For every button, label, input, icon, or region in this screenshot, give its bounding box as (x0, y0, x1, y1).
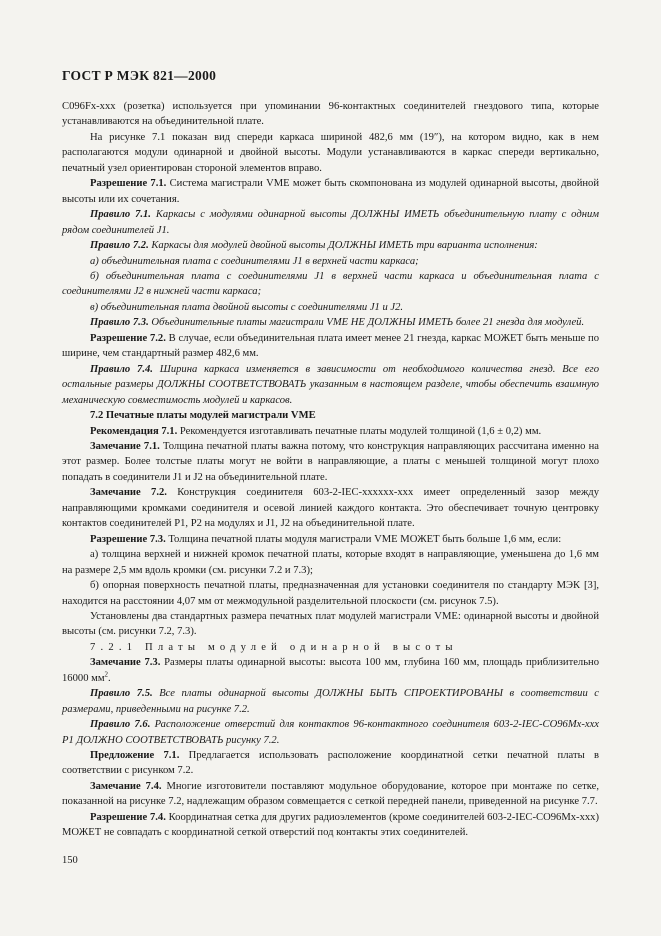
subsection-heading: 7.2.1 Платы модулей одинарной высоты (90, 641, 458, 653)
note-7-2: Замечание 7.2. Конструкция соединителя 603-2-IEC-xxxxxx-xxx имеет определенный зазор между направляющими кромками соединителя и осевой линией каждого контакта. Это обеспечивает точную центровку контактов соединителей P1, P2 на модулях и J1, J2 на объединительной плате. (62, 487, 599, 530)
permission-7-4: Разрешение 7.4. Координатная сетка для других радиоэлементов (кроме соединителей 603-2-IEC-CO96Mx-xxx) МОЖЕТ не совпадать с координатной сеткой отверстий под контакты этих соединителей. (62, 811, 599, 839)
page-number: 150 (62, 855, 78, 866)
document-body (62, 99, 599, 841)
section-heading: 7.2 Печатные платы модулей магистрали VME (90, 410, 316, 422)
paragraph: На рисунке 7.1 показан вид спереди каркаса шириной 482,6 мм (19″), на котором видно, как в нем располагаются модули одинарной и двойной высоты. Модули устанавливаются в каркас спереди вертикально, печатный узел ориентирован стороной элементов вправо. (62, 131, 599, 174)
paragraph: C096Fx-xxx (розетка) используется при упоминании 96-контактных соединителей гнездового типа, которые устанавливаются на объединительной плате. (62, 101, 599, 128)
paragraph: Установлены два стандартных размера печатных плат модулей магистрали VME: одинарной высоты и двойной высоты (см. рисунки 7.2, 7.3). (62, 610, 599, 638)
rule-7-1: Правило 7.1. Каркасы с модулями одинарной высоты ДОЛЖНЫ ИМЕТЬ объединительную плату с одним рядом соединителей J1. (62, 209, 600, 236)
note-7-3: Замечание 7.3. Размеры платы одинарной высоты: высота 100 мм, глубина 160 мм, площадь приблизительно 16000 $мм^2$. (62, 657, 599, 684)
rule-7-5: Правило 7.5. Все платы одинарной высоты ДОЛЖНЫ БЫТЬ СПРОЕКТИРОВАНЫ в соответствии с размерами, приведенными на рисунке 7.2. (62, 688, 600, 715)
rule-7-3: Правило 7.3. Объединительные платы магистрали VME НЕ ДОЛЖНЫ ИМЕТЬ более 21 гнезда для модулей. (90, 317, 585, 329)
suggestion-7-1: Предложение 7.1. Предлагается использовать расположение координатной сетки печатной платы в соответствии с рисунком 7.2. (62, 750, 599, 777)
list-item: б) опорная поверхность печатной платы, предназначенная для установки соединителя по стандарту МЭК [3], находится на расстоянии 4,07 мм от межмодульной разделительной плоскости (см. рисунок 7.5). (62, 580, 599, 607)
rule-7-4: Правило 7.4. Ширина каркаса изменяется в зависимости от необходимого количества гнезд. Все его остальные размеры ДОЛЖНЫ СООТВЕТСТВОВАТЬ указанным в настоящем разделе, чтобы обеспечить взаимную механическую совместимость модулей и каркасов. (62, 363, 599, 406)
list-item: в) объединительная плата двойной высоты с соединителями J1 и J2. (90, 301, 404, 313)
list-item: а) толщина верхней и нижней кромок печатной платы, которые входят в направляющие, уменьшена до 1,6 мм на размере 2,5 мм вдоль кромки (см. рисунки 7.2 и 7.3); (62, 549, 599, 576)
permission-7-1: Разрешение 7.1. Система магистрали VME может быть скомпонована из модулей одинарной высоты, двойной высоты или их сочетания. (62, 178, 599, 205)
list-item: б) объединительная плата с соединителями J1 в верхней части каркаса и объединительная плата с соединителями J2 в нижней части каркаса; (62, 270, 599, 298)
permission-7-3: Разрешение 7.3. Толщина печатной платы модуля магистрали VME МОЖЕТ быть больше 1,6 мм, если: (90, 533, 562, 545)
rule-7-2: Правило 7.2. Каркасы для модулей двойной высоты ДОЛЖНЫ ИМЕТЬ три варианта исполнения: (90, 240, 538, 252)
list-item: а) объединительная плата с соединителями J1 в верхней части каркаса; (90, 255, 419, 267)
note-7-4: Замечание 7.4. Многие изготовители поставляют модульное оборудование, которое при монтаже по сетке, показанной на рисунке 7.2, надлежащим образом совмещается с сеткой передней панели, приведенной на рисунке 7.7. (62, 780, 599, 808)
page-header: ГОСТ Р МЭК 821—2000 (62, 68, 217, 83)
rule-7-6: Правило 7.6. Расположение отверстий для контактов 96-контактного соединителя 603-2-IEC-CO96Mx-xxx P1 ДОЛЖНО СООТВЕТСТВОВАТЬ рисунку 7.2. (62, 719, 599, 746)
note-7-1: Замечание 7.1. Толщина печатной платы важна потому, что конструкция направляющих рассчитана именно на этот размер. Более толстые платы могут не войти в направляющие, а платы с меньшей толщиной могут плохо попадать в соединители J1 и J2 на объединительной плате. (62, 440, 599, 483)
permission-7-2: Разрешение 7.2. В случае, если объединительная плата имеет менее 21 гнезда, каркас МОЖЕТ быть меньше по ширине, чем стандартный размер 482,6 мм. (62, 332, 599, 360)
recommendation-7-1: Рекомендация 7.1. Рекомендуется изготавливать печатные платы модулей толщиной (1,6 ± 0,2) мм. (90, 425, 542, 437)
